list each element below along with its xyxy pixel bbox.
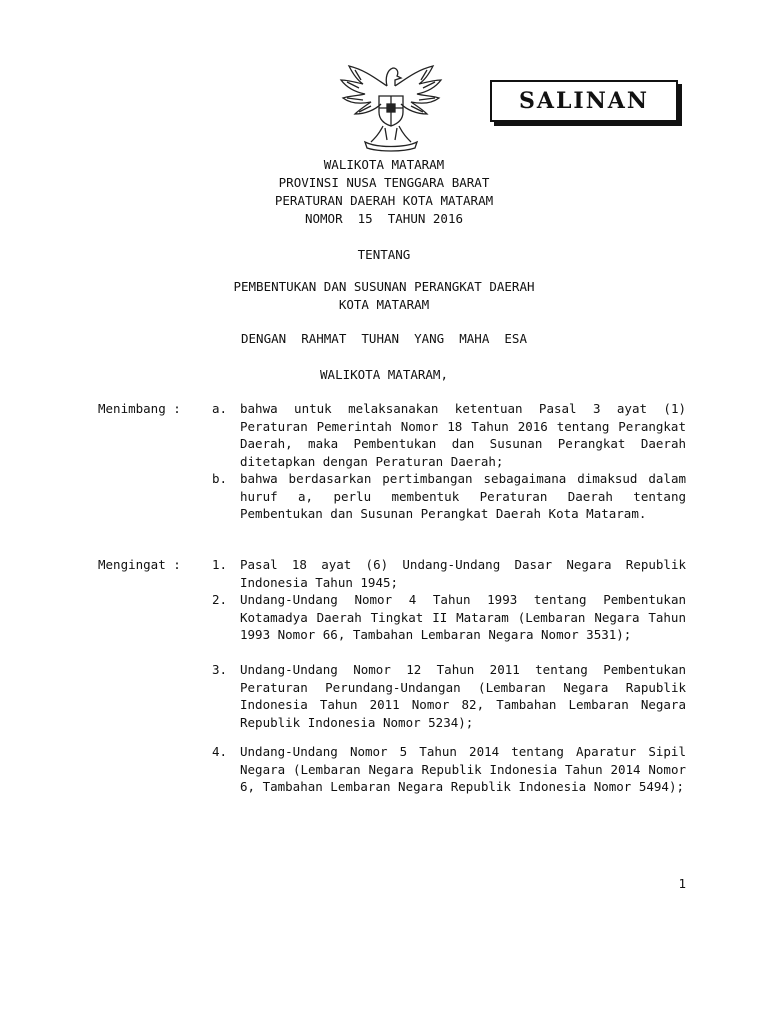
subject-line-1: PEMBENTUKAN DAN SUSUNAN PERANGKAT DAERAH: [233, 279, 535, 294]
mengingat-item: [212, 591, 686, 644]
item-text: Undang-Undang Nomor 12 Tahun 2011 tentang Pembentukan Peraturan Perundang-Undangan (Lembaran Negara Rapublik Indonesia Tahun 2011 Nomor 82, Tambahan Lembaran Negara Republik Indonesia Nomor 5234);: [240, 662, 686, 730]
item-text: Pasal 18 ayat (6) Undang-Undang Dasar Negara Republik Indonesia Tahun 1945;: [240, 557, 686, 590]
item-text: Undang-Undang Nomor 5 Tahun 2014 tentang Aparatur Sipil Negara (Lembaran Negara Republik Indonesia Tahun 2014 Nomor 6, Tambahan Lembaran Negara Republik Indonesia Nomor 5494);: [240, 744, 686, 794]
item-text: bahwa berdasarkan pertimbangan sebagaimana dimaksud dalam huruf a, perlu membentuk Peraturan Daerah tentang Pembentukan dan Susunan Perangkat Daerah Kota Mataram.: [240, 471, 686, 521]
item-text: bahwa untuk melaksanakan ketentuan Pasal 3 ayat (1) Peraturan Pemerintah Nomor 18 Tahun 2016 tentang Perangkat Daerah, maka Pembentukan dan Susunan Perangkat Daerah ditetapkan dengan Peraturan Daerah;: [240, 401, 686, 469]
garuda-emblem-icon: [335, 56, 447, 152]
menimbang-item: [212, 400, 686, 470]
heading-provinsi: PROVINSI NUSA TENGGARA BARAT: [278, 175, 490, 190]
page-number: 1: [678, 876, 686, 891]
item-marker: 1.: [212, 557, 228, 572]
mengingat-item: [212, 661, 686, 731]
mayor-line: WALIKOTA MATARAM,: [320, 367, 448, 382]
mengingat-item: [212, 743, 686, 796]
item-marker: 3.: [212, 662, 228, 677]
salinan-label: SALINAN: [518, 88, 649, 114]
item-marker: 2.: [212, 592, 228, 607]
mengingat-item: [212, 556, 686, 591]
blessing-line: DENGAN RAHMAT TUHAN YANG MAHA ESA: [241, 331, 527, 346]
item-marker: b.: [212, 471, 228, 486]
heading-walikota: WALIKOTA MATARAM: [323, 157, 445, 172]
menimbang-item: [212, 470, 686, 523]
menimbang-label: Menimbang :: [98, 401, 181, 416]
item-marker: a.: [212, 401, 228, 416]
heading-tentang: TENTANG: [357, 247, 411, 262]
salinan-stamp: [490, 80, 678, 122]
item-text: Undang-Undang Nomor 4 Tahun 1993 tentang Pembentukan Kotamadya Daerah Tingkat II Mataram (Lembaran Negara Tahun 1993 Nomor 66, Tambahan Lembaran Negara Nomor 3531);: [240, 592, 686, 642]
heading-peraturan: PERATURAN DAERAH KOTA MATARAM: [274, 193, 494, 208]
heading-nomor: NOMOR 15 TAHUN 2016: [304, 211, 464, 226]
item-marker: 4.: [212, 744, 228, 759]
subject-line-2: KOTA MATARAM: [338, 297, 430, 312]
mengingat-label: Mengingat :: [98, 557, 181, 572]
